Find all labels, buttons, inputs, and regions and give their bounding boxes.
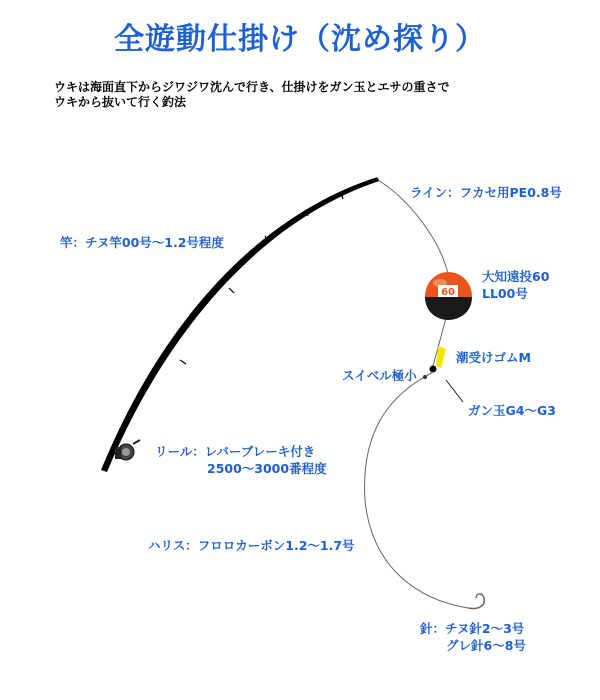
label-leader: ハリス：フロロカーボン1.2〜1.7号 xyxy=(148,538,355,553)
rod-guides xyxy=(180,193,343,364)
rod-outline xyxy=(104,179,378,470)
split-shot xyxy=(423,375,427,379)
label-shot: ガン玉G4〜G3 xyxy=(468,403,556,418)
label-cushion: 潮受けゴムM xyxy=(456,350,531,365)
rod xyxy=(101,178,379,472)
label-float-name: 大知遠投60 xyxy=(482,269,550,284)
label-hook xyxy=(420,620,526,654)
label-float xyxy=(482,268,549,302)
label-hook-chinu: 針：チヌ針2〜3号 xyxy=(420,621,525,636)
diagram-title: 全遊動仕掛け（沈め探り） xyxy=(114,22,486,57)
label-reel xyxy=(155,443,327,477)
label-hook-gure: グレ針6〜8号 xyxy=(446,638,526,653)
label-reel-type: リール：レバーブレーキ付き xyxy=(155,444,316,459)
float-number: 60 xyxy=(441,287,455,298)
description-line-2: ウキから抜いて行く釣法 xyxy=(54,95,187,109)
label-swivel: スイベル極小 xyxy=(342,368,417,383)
description-line-1: ウキは海面直下からジワジワ沈んで行き、仕掛けをガン玉とエサの重さで xyxy=(54,80,450,94)
hook-icon xyxy=(468,594,484,609)
leader-line xyxy=(365,372,468,608)
label-line: ライン：フカセ用PE0.8号 xyxy=(410,185,562,200)
shot-pointer-line xyxy=(446,380,463,402)
float-icon xyxy=(425,272,472,320)
label-rod: 竿：チヌ竿00号〜1.2号程度 xyxy=(60,235,224,250)
label-reel-size: 2500〜3000番程度 xyxy=(207,461,327,476)
label-float-size: LL00号 xyxy=(482,286,528,301)
swivel xyxy=(430,366,437,373)
